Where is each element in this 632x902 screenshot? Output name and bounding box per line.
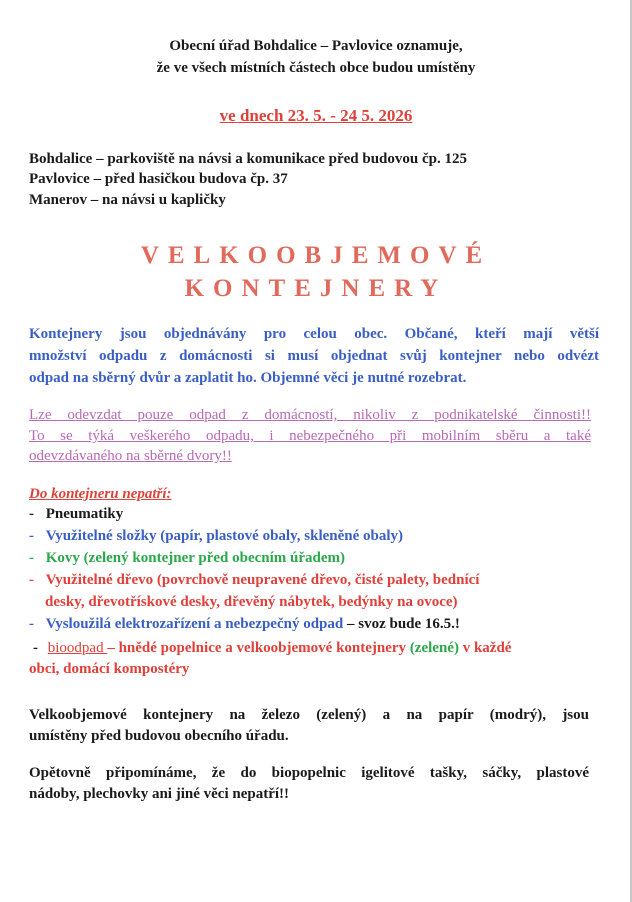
reminder-line-2: nádoby, plechovky ani jiné věci nepatří!! xyxy=(29,786,290,802)
header-line-1: Obecní úřad Bohdalice – Pavlovice oznamuje, xyxy=(169,38,463,54)
reminder-line-1: Opětovně připomínáme, že do biopopelnic igelitové tašky, sáčky, plastové xyxy=(29,765,589,781)
dates-line: ve dnech 23. 5. - 24 5. 2026 xyxy=(219,106,413,125)
title-line-2: KONTEJNERY xyxy=(184,275,448,302)
item-text: Využitelné složky (papír, plastové obaly, skleněné obaly) xyxy=(45,528,404,544)
warning-line-2: To se týká veškerého odpadu, i nebezpečného při mobilním sběru a také xyxy=(29,428,591,444)
bio-word: bioodpad xyxy=(47,640,108,656)
bio-green: (zelené) xyxy=(409,640,459,656)
item-dash: - xyxy=(29,616,34,632)
location-bohdalice: Bohdalice – parkoviště na návsi a komunikace před budovou čp. 125 xyxy=(29,151,467,167)
list-item-bio xyxy=(33,639,511,658)
item-dash: - xyxy=(29,528,34,544)
bio-rest: – hnědé popelnice a velkoobjemové kontejnery xyxy=(107,640,410,656)
intro-line-2: množství odpadu z domácnosti si musí objednat svůj kontejner nebo odvézt xyxy=(29,348,599,364)
not-allowed-heading: Do kontejneru nepatří: xyxy=(29,486,172,502)
item-text: Vysloužilá elektrozařízení a nebezpečný odpad xyxy=(45,616,344,632)
item-text: Využitelné dřevo (povrchově neupravené dřevo, čisté palety, bednící xyxy=(45,572,480,588)
location-manerov: Manerov – na návsi u kapličky xyxy=(29,192,226,208)
item-dash: - xyxy=(29,506,34,522)
intro-line-1: Kontejnery jsou objednávány pro celou obec. Občané, kteří mají větší xyxy=(29,326,599,342)
list-item-bio-cont: obci, domácí kompostéry xyxy=(29,661,190,677)
list-item-wood xyxy=(29,571,479,590)
list-item-recyclables xyxy=(29,527,403,546)
warning-line-1: Lze odevzdat pouze odpad z domácností, nikoliv z podnikatelské činnosti!! xyxy=(29,407,591,423)
item-dash: - xyxy=(29,550,34,566)
item-dash: - xyxy=(33,640,38,656)
list-item-metals xyxy=(29,549,345,568)
item-dash: - xyxy=(29,572,34,588)
title-line-1: VELKOOBJEMOVÉ xyxy=(140,242,492,269)
list-item-wood-cont: desky, dřevotřískové desky, dřevěný nábytek, bedýnky na ovoce) xyxy=(45,594,458,610)
containers-info-line-1: Velkoobjemové kontejnery na železo (zelený) a na papír (modrý), jsou xyxy=(29,707,589,723)
warning-line-3: odevzdávaného na sběrné dvory!! xyxy=(29,448,232,464)
item-text: Pneumatiky xyxy=(45,506,124,522)
containers-info-line-2: umístěny před budovou obecního úřadu. xyxy=(29,728,289,744)
item-text: Kovy (zelený kontejner před obecním úřadem) xyxy=(45,550,346,566)
header-line-2: že ve všech místních částech obce budou umístěny xyxy=(156,60,476,76)
location-pavlovice: Pavlovice – před hasičkou budova čp. 37 xyxy=(29,171,288,187)
electro-collection-date: – svoz bude 16.5.! xyxy=(343,616,460,632)
list-item-electro xyxy=(29,615,460,634)
list-item-tyres xyxy=(29,505,123,524)
intro-line-3: odpad na sběrný dvůr a zaplatit ho. Objemné věci je nutné rozebrat. xyxy=(29,370,467,386)
bio-end: v každé xyxy=(458,640,512,656)
